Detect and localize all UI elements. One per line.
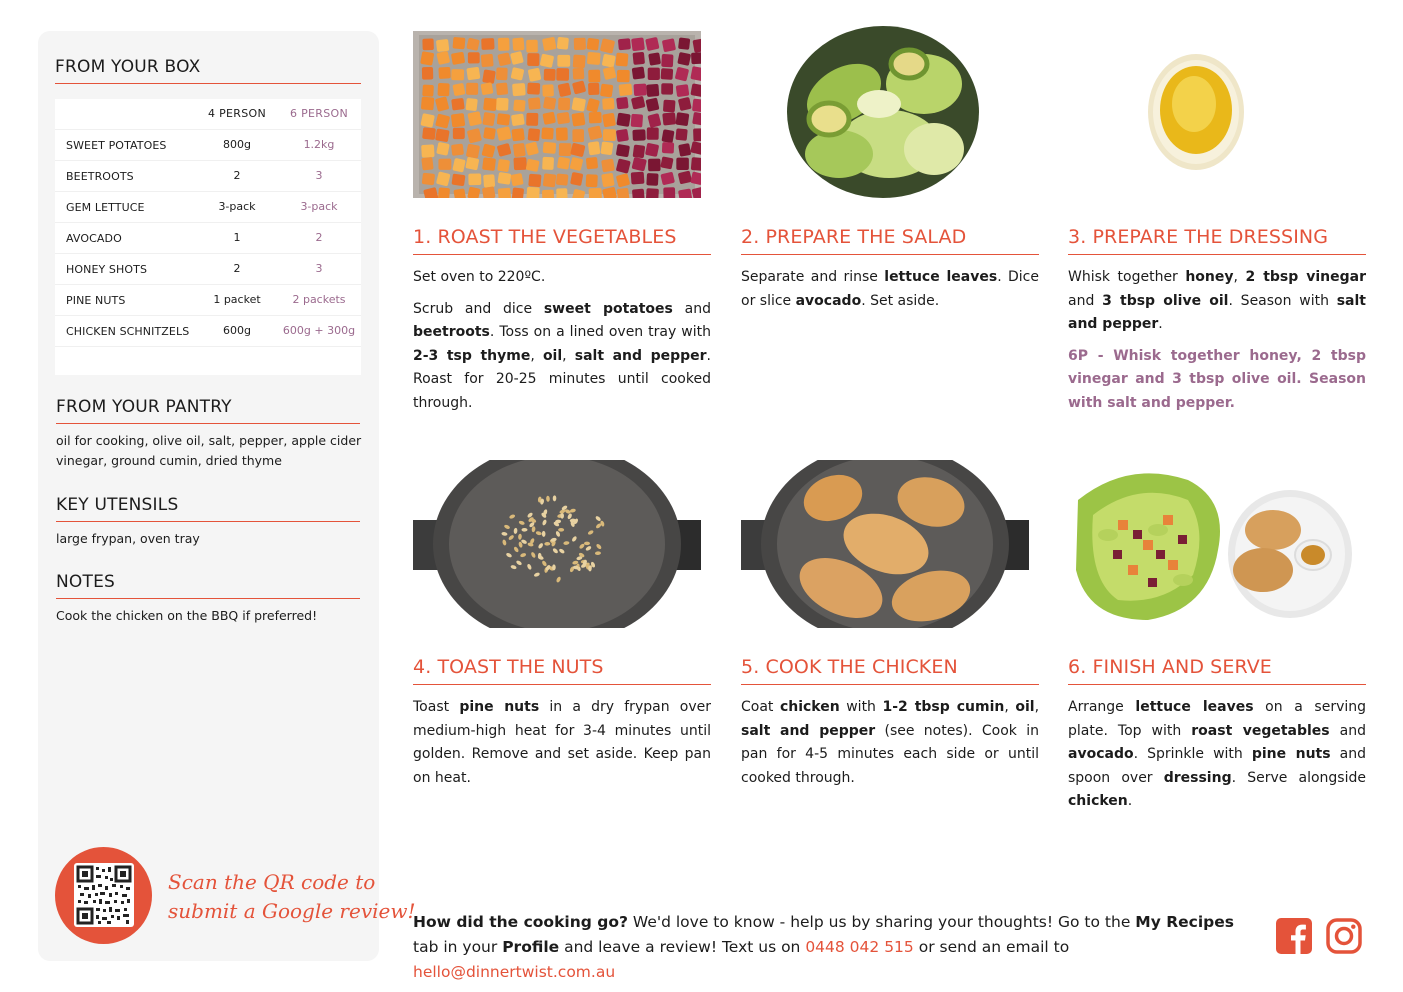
qr-caption-line1: Scan the QR code to [168, 870, 376, 894]
qty-6-person: 600g + 300g [282, 324, 356, 337]
text-run: and [1068, 292, 1103, 309]
toast-nuts-photo [413, 460, 701, 628]
qr-code-icon[interactable] [74, 863, 134, 927]
text-run: , [1233, 269, 1246, 285]
qty-4-person: 1 packet [213, 293, 261, 306]
notes-heading: NOTES [56, 572, 116, 592]
text-run: and spoon over [1068, 746, 1366, 786]
qty-6-person: 2 [315, 231, 323, 244]
qty-4-person: 3-pack [218, 200, 256, 213]
text-run: in a dry frypan over medium-high heat for 3-4 minutes until golden. Remove and set aside. Keep pan on heat. [413, 699, 711, 786]
step-body [413, 696, 711, 798]
qty-6-person: 3 [315, 169, 323, 182]
dressing-photo [1146, 48, 1246, 174]
col-4-person: 4 PERSON [208, 107, 266, 120]
salad-photo [784, 24, 982, 200]
bold-text: pine nuts [459, 699, 540, 715]
bold-text: Profile [502, 938, 560, 956]
bold-text: pine nuts [1251, 746, 1331, 762]
step-body [1068, 266, 1366, 423]
bold-text: How did the cooking go? [413, 913, 628, 931]
bold-text: oil [542, 347, 563, 364]
text-run: tab in your [413, 938, 503, 956]
text-run: and [672, 300, 711, 317]
contact-link[interactable]: 0448 042 515 [805, 938, 914, 956]
ingredient-name: AVOCADO [66, 232, 122, 245]
qty-4-person: 2 [233, 169, 241, 182]
bold-text: roast vegetables [1191, 722, 1330, 739]
table-header [55, 99, 361, 130]
bold-text: lettuce leaves [1135, 699, 1254, 715]
step-title: 1. ROAST THE VEGETABLES [413, 226, 677, 248]
qty-6-person: 2 packets [292, 293, 346, 306]
ingredient-name: SWEET POTATOES [66, 139, 167, 152]
bold-text: My Recipes [1135, 913, 1234, 931]
divider [1068, 684, 1366, 685]
step-paragraph [413, 298, 711, 416]
bold-text: honey [1185, 269, 1234, 285]
text-run: with [839, 699, 883, 715]
text-run: . [1127, 793, 1133, 809]
step-title: 2. PREPARE THE SALAD [741, 226, 967, 248]
step-body [741, 696, 1039, 798]
bold-text: 2 tbsp vinegar [1245, 269, 1366, 285]
col-6-person: 6 PERSON [290, 107, 348, 120]
step-title: 4. TOAST THE NUTS [413, 656, 604, 678]
ingredient-name: BEETROOTS [66, 170, 134, 183]
text-run: . Season with [1228, 292, 1337, 309]
qty-4-person: 2 [233, 262, 241, 275]
bold-text: salt and pepper [1068, 292, 1366, 332]
divider [741, 254, 1039, 255]
table-row [55, 192, 361, 223]
qr-caption-line2: submit a Google review! [168, 899, 416, 923]
text-run: (see notes). Cook in pan for 4-5 minutes each side or until cooked through. [741, 722, 1039, 786]
table-row [55, 254, 361, 285]
table-row [55, 285, 361, 316]
table-row [55, 161, 361, 192]
text-run: . Roast for 20-25 minutes until cooked through. [413, 347, 711, 411]
text-run: Arrange [1068, 699, 1136, 715]
text-run: Separate and rinse [741, 269, 885, 285]
roast-vegetables-photo [413, 31, 701, 198]
step-body [413, 266, 711, 423]
bold-text: 1-2 tbsp cumin [882, 699, 1005, 715]
text-run: . Sprinkle with [1133, 746, 1252, 762]
divider [56, 521, 360, 522]
text-run: , [1004, 699, 1016, 715]
step-paragraph: Set oven to 220ºC. [413, 269, 546, 285]
text-run: . Toss on a lined oven tray with [489, 324, 711, 340]
step-paragraph [413, 696, 711, 790]
step-paragraph [741, 696, 1039, 790]
six-person-note: 6P - Whisk together honey, 2 tbsp vinegar and 3 tbsp olive oil. Season with salt and pepper. [1068, 347, 1366, 411]
step-title: 3. PREPARE THE DRESSING [1068, 226, 1329, 248]
bold-text: chicken [1068, 793, 1128, 809]
divider [56, 598, 360, 599]
text-run: Toast [413, 699, 460, 715]
utensils-text: large frypan, oven tray [56, 531, 200, 546]
table-row [55, 223, 361, 254]
bold-text: sweet potatoes [543, 300, 673, 317]
ingredients-table [55, 99, 361, 375]
qr-badge[interactable] [55, 847, 152, 944]
bold-text: 2-3 tsp thyme [413, 347, 531, 364]
cook-chicken-photo [741, 460, 1029, 628]
ingredient-name: PINE NUTS [66, 294, 126, 307]
qty-6-person: 1.2kg [303, 138, 335, 151]
pantry-text: oil for cooking, olive oil, salt, pepper, apple cider vinegar, ground cumin, dried thyme [56, 433, 362, 468]
divider [413, 684, 711, 685]
table-row [55, 316, 361, 347]
bold-text: dressing [1163, 769, 1232, 786]
bold-text: salt and pepper [741, 722, 876, 739]
ingredient-name: GEM LETTUCE [66, 201, 145, 214]
pantry-heading: FROM YOUR PANTRY [56, 397, 232, 417]
text-run: Whisk together [1068, 269, 1186, 285]
text-run: and [1329, 722, 1366, 739]
divider [413, 254, 711, 255]
text-run: . [1158, 316, 1163, 332]
text-run: or send an email to [913, 938, 1070, 956]
divider [55, 83, 361, 84]
box-heading: FROM YOUR BOX [55, 57, 201, 77]
qty-6-person: 3-pack [300, 200, 338, 213]
utensils-heading: KEY UTENSILS [56, 495, 179, 515]
instagram-icon[interactable] [1326, 918, 1362, 954]
bold-text: 3 tbsp olive oil [1102, 292, 1229, 309]
step-title: 6. FINISH AND SERVE [1068, 656, 1272, 678]
text-run: Coat [741, 699, 780, 715]
bold-text: chicken [779, 699, 840, 715]
text-run: . Serve alongside [1231, 769, 1366, 786]
text-run: , [1034, 699, 1040, 715]
qty-4-person: 1 [233, 231, 241, 244]
footer-message [413, 910, 1263, 985]
step-title: 5. COOK THE CHICKEN [741, 656, 958, 678]
text-run: Scrub and dice [413, 300, 544, 317]
step-paragraph [741, 266, 1039, 313]
bold-text: avocado [795, 292, 862, 309]
step-body [1068, 696, 1366, 822]
text-run: . Set aside. [861, 292, 940, 309]
text-run: on a serving plate. Top with [1068, 699, 1367, 739]
bold-text: beetroots [413, 324, 490, 340]
finished-dish-photo [1068, 460, 1358, 628]
table-row [55, 130, 361, 161]
qty-4-person: 600g [223, 324, 251, 337]
text-run: , [562, 347, 575, 364]
qty-6-person: 3 [315, 262, 323, 275]
bold-text: salt and pepper [574, 347, 707, 364]
ingredient-name: CHICKEN SCHNITZELS [66, 325, 190, 338]
step-paragraph [1068, 696, 1366, 814]
bold-text: lettuce leaves [884, 269, 998, 285]
divider [56, 423, 360, 424]
step-paragraph [1068, 266, 1366, 337]
text-run: and leave a review! Text us on [559, 938, 806, 956]
bold-text: oil [1015, 699, 1035, 715]
text-run: . Dice or slice [741, 269, 1039, 309]
text-run: We'd love to know - help us by sharing your thoughts! Go to the [627, 913, 1136, 931]
step-body [741, 266, 1039, 321]
facebook-icon[interactable] [1276, 918, 1312, 954]
ingredient-name: HONEY SHOTS [66, 263, 148, 276]
divider [741, 684, 1039, 685]
divider [1068, 254, 1366, 255]
qty-4-person: 800g [223, 138, 251, 151]
bold-text: avocado [1068, 746, 1134, 762]
text-run: , [530, 347, 543, 364]
contact-link[interactable]: hello@dinnertwist.com.au [413, 963, 616, 981]
notes-text: Cook the chicken on the BBQ if preferred! [56, 608, 318, 623]
